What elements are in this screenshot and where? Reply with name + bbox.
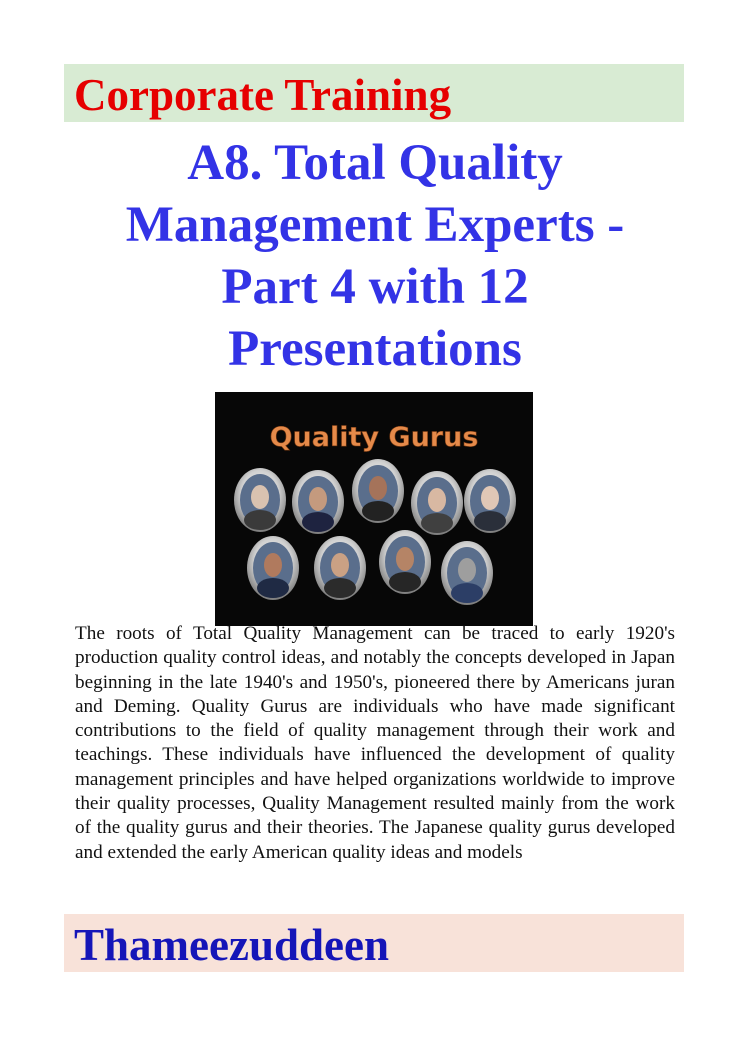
portrait-icon	[379, 530, 431, 594]
header-banner	[64, 64, 684, 122]
title-line: Part 4 with 12	[221, 259, 529, 315]
portrait-icon	[314, 536, 366, 600]
portrait-icon	[352, 459, 404, 523]
portrait-icon	[247, 536, 299, 600]
portrait-icon	[234, 468, 286, 532]
author-name: Thameezuddeen	[74, 920, 389, 970]
quality-gurus-graphic	[215, 392, 533, 626]
portrait-icon	[441, 541, 493, 605]
portrait-icon	[464, 469, 516, 533]
footer-banner	[64, 914, 684, 972]
description-text: The roots of Total Quality Management can be traced to early 1920's production quality control ideas, and notably the concepts developed in Japan beginning in the late 1940's and 1950's, pioneered there by Americans juran and Deming. Quality Gurus are individuals who have made significant contributions to the field of quality management through their work and teachings. These individuals have influenced the development of quality management principles and have helped organizations worldwide to improve their quality processes, Quality Management resulted mainly from the work of the quality gurus and their theories. The Japanese quality gurus developed and extended the early American quality ideas and models	[75, 623, 675, 863]
page-title	[40, 132, 710, 380]
header-label: Corporate Training	[74, 70, 452, 120]
portrait-icon	[292, 470, 344, 534]
cover-heading: Quality Gurus	[269, 422, 479, 453]
title-line: A8. Total Quality	[187, 135, 563, 191]
title-line: Presentations	[228, 321, 522, 377]
title-line: Management Experts -	[125, 197, 625, 253]
cover-image	[215, 392, 533, 626]
portrait-icon	[411, 471, 463, 535]
